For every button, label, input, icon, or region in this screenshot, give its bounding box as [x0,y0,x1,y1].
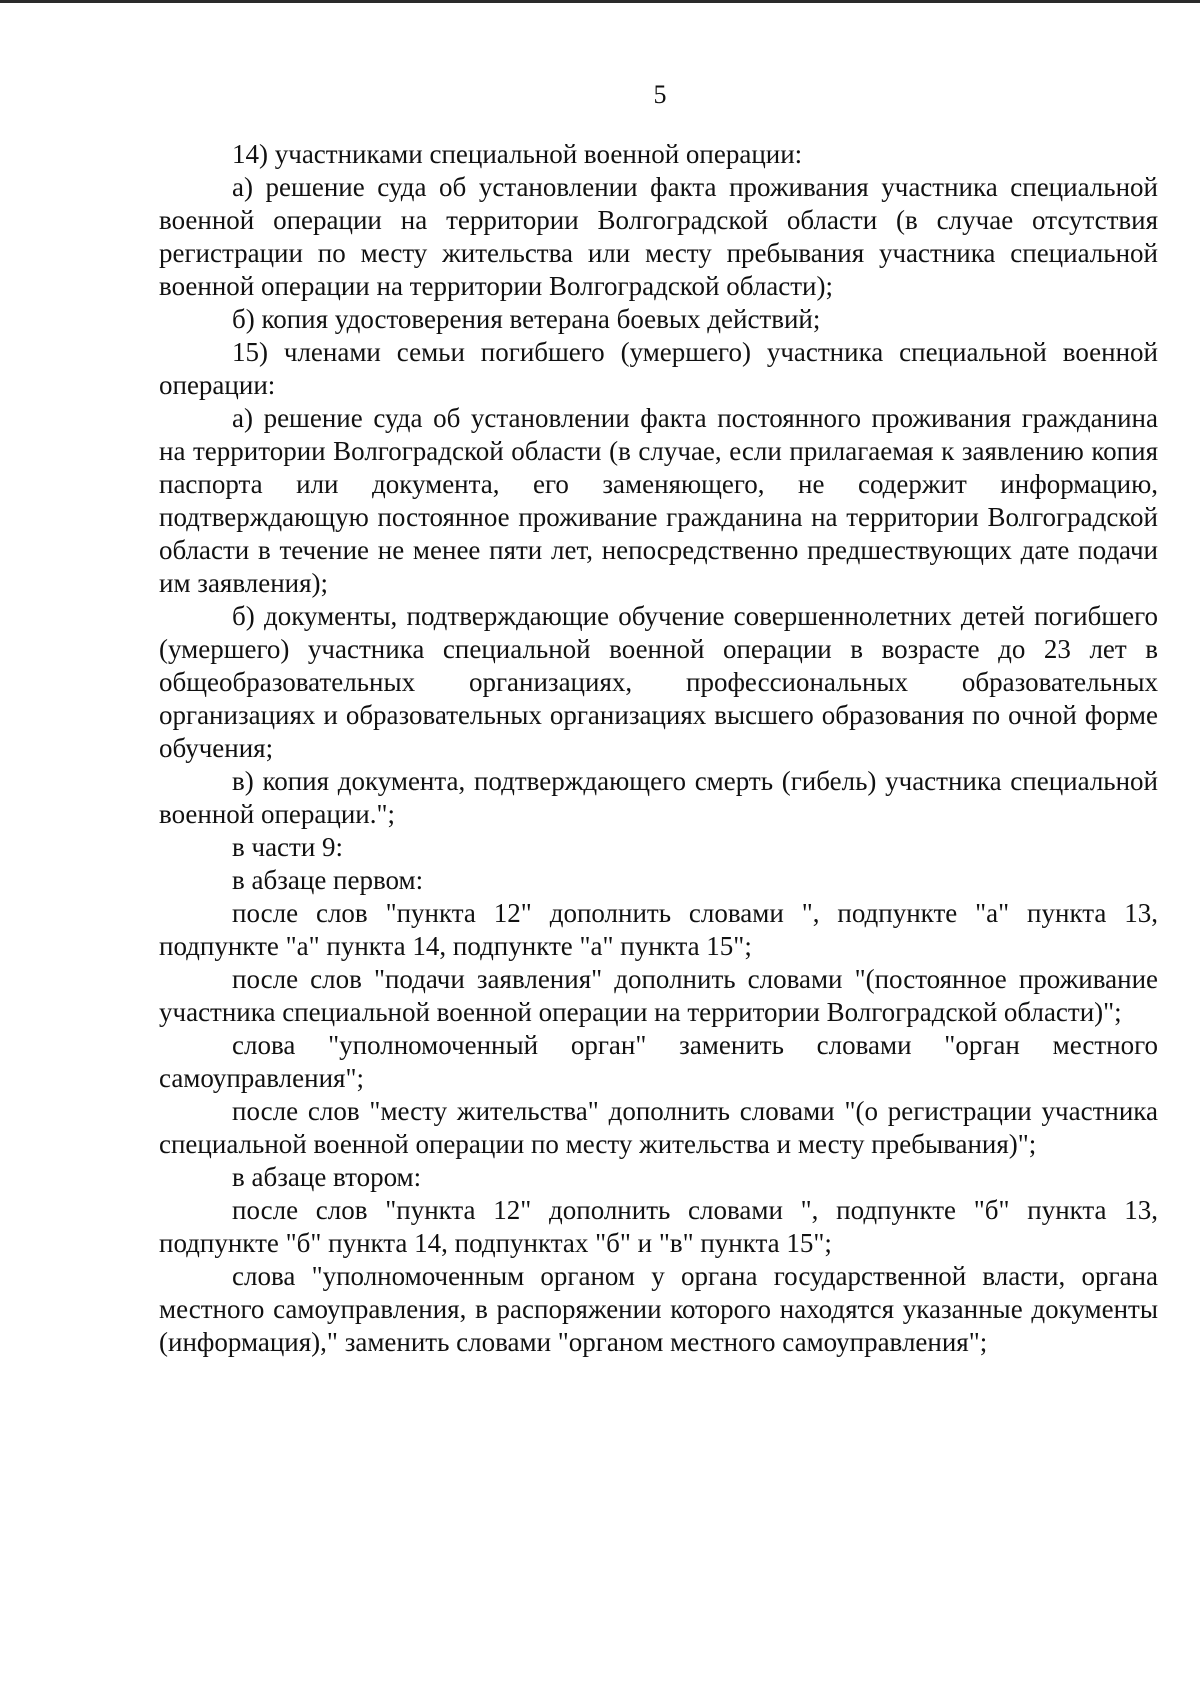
paragraph-item-14-a: а) решение суда об установлении факта проживания участника специальной военной операции на территории Волгоградской области (в случае отсутствия регистрации по месту жительства или месту пребывания участника специальной военной операции на территории Волгоградской области); [159,172,1158,301]
paragraph-amendment-3: слова "уполномоченный орган" заменить словами "орган местного самоуправления"; [159,1030,1158,1093]
paragraph-item-14-b: б) копия удостоверения ветерана боевых действий; [232,304,821,334]
paragraph-item-15-heading: 15) членами семьи погибшего (умершего) участника специальной военной операции: [159,337,1158,400]
paragraph-item-14-heading: 14) участниками специальной военной операции: [232,139,803,169]
paragraph-amendment-6: слова "уполномоченным органом у органа государственной власти, органа местного самоуправления, в распоряжении которого находятся указанные документы (информация)," заменить словами "органом местного самоуправления"; [159,1261,1158,1357]
paragraph-second-abzac: в абзаце втором: [232,1162,422,1192]
scan-top-edge [0,0,1200,3]
paragraph-item-15-a: а) решение суда об установлении факта постоянного проживания гражданина на территории Волгоградской области (в случае, если прилагаемая к заявлению копия паспорта или документа, его заменяющего, не содержит информацию, подтверждающую постоянное проживание гражданина на территории Волгоградской области в течение не менее пяти лет, непосредственно предшествующих дате подачи им заявления); [159,403,1158,598]
paragraph-amendment-5: после слов "пункта 12" дополнить словами ", подпункте "б" пункта 13, подпункте "б" пункта 14, подпунктах "б" и "в" пункта 15"; [159,1195,1158,1258]
document-body [159,138,1158,1359]
paragraph-amendment-4: после слов "месту жительства" дополнить словами "(о регистрации участника специальной военной операции по месту жительства и месту пребывания)"; [159,1096,1158,1159]
page-number: 5 [653,80,667,109]
paragraph-amendment-1: после слов "пункта 12" дополнить словами ", подпункте "а" пункта 13, подпункте "а" пункта 14, подпункте "а" пункта 15"; [159,898,1158,961]
paragraph-item-15-b: б) документы, подтверждающие обучение совершеннолетних детей погибшего (умершего) участника специальной военной операции в возрасте до 23 лет в общеобразовательных организациях, профессиональных образовательных организациях и образовательных организациях высшего образования по очной форме обучения; [159,601,1158,763]
paragraph-first-abzac: в абзаце первом: [232,865,424,895]
paragraph-part-9: в части 9: [232,832,344,862]
paragraph-amendment-2: после слов "подачи заявления" дополнить словами "(постоянное проживание участника специальной военной операции на территории Волгоградской области)"; [159,964,1158,1027]
paragraph-item-15-v: в) копия документа, подтверждающего смерть (гибель) участника специальной военной операции."; [159,766,1158,829]
